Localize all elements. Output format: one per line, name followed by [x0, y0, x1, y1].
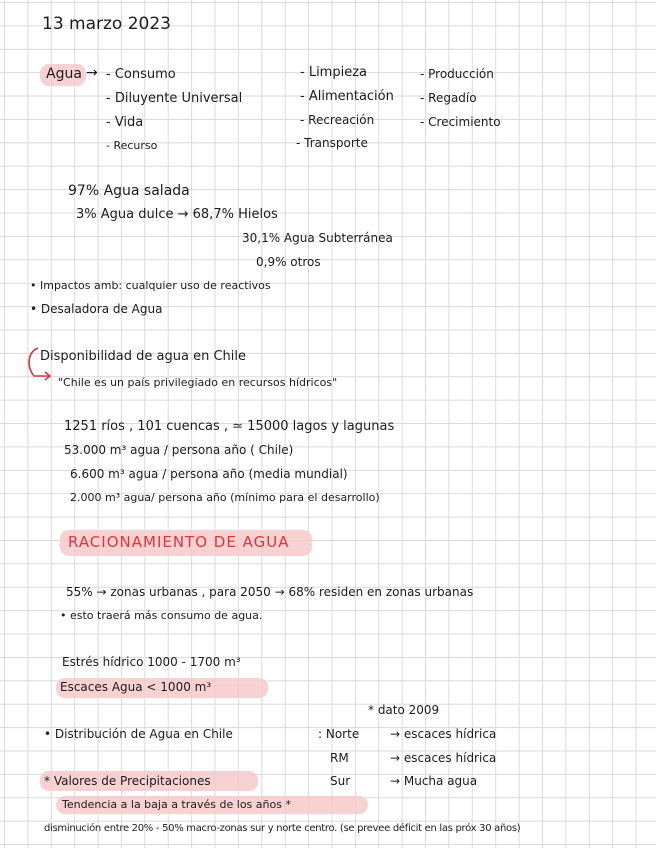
- agua-label: Agua: [46, 66, 82, 82]
- disponibilidad-line: 6.600 m³ agua / persona año (media mundial): [70, 467, 348, 481]
- agua-col3-item: - Producción: [420, 67, 494, 81]
- composition-subterranea: 30,1% Agua Subterránea: [242, 231, 393, 245]
- agua-col1-item: - Consumo: [106, 67, 176, 82]
- precipitaciones-disminucion: disminución entre 20% - 50% macro-zonas sur y norte centro. (se prevee déficit en las próx 30 años): [44, 823, 521, 834]
- precipitaciones-title: * Valores de Precipitaciones: [44, 774, 211, 788]
- region-value: → escaces hídrica: [390, 751, 497, 765]
- racionamiento-urban: 55% → zonas urbanas , para 2050 → 68% residen en zonas urbanas: [66, 585, 474, 599]
- agua-col1-item: - Recurso: [106, 139, 158, 152]
- racionamiento-estres: Estrés hídrico 1000 - 1700 m³: [62, 655, 241, 669]
- disponibilidad-line: 2.000 m³ agua/ persona año (mínimo para el desarrollo): [70, 491, 380, 504]
- composition-salada: 97% Agua salada: [68, 183, 190, 199]
- agua-col2-item: - Transporte: [296, 136, 368, 150]
- bullet-desaladora: • Desaladora de Agua: [30, 302, 163, 316]
- agua-col1-item: - Diluyente Universal: [106, 91, 243, 106]
- racionamiento-escaces: Escaces Agua < 1000 m³: [60, 680, 212, 694]
- region-value: → Mucha agua: [390, 774, 478, 788]
- agua-col3-item: - Regadío: [420, 91, 477, 105]
- agua-col2-item: - Limpieza: [300, 65, 367, 80]
- agua-arrow: →: [86, 65, 98, 81]
- region-name: RM: [330, 751, 349, 765]
- racionamiento-note: • esto traerá más consumo de agua.: [60, 609, 263, 622]
- region-value: → escaces hídrica: [390, 727, 497, 741]
- agua-col2-item: - Alimentación: [300, 89, 394, 104]
- region-name: Sur: [330, 774, 351, 788]
- note-date: 13 marzo 2023: [42, 14, 171, 34]
- curved-arrow-icon: [24, 346, 54, 382]
- disponibilidad-line: 53.000 m³ agua / persona año ( Chile): [64, 443, 294, 457]
- agua-col3-item: - Crecimiento: [420, 115, 501, 129]
- bullet-impactos: • Impactos amb: cualquier uso de reactivos: [30, 279, 271, 292]
- distribucion-dato: * dato 2009: [368, 703, 440, 717]
- racionamiento-title: RACIONAMIENTO DE AGUA: [68, 533, 290, 551]
- disponibilidad-line: 1251 ríos , 101 cuencas , ≃ 15000 lagos y lagunas: [64, 419, 395, 434]
- agua-col1-item: - Vida: [106, 115, 144, 130]
- precipitaciones-tendencia: Tendencia a la baja a través de los años *: [62, 798, 291, 811]
- region-name: : Norte: [318, 727, 360, 741]
- composition-otros: 0,9% otros: [256, 255, 321, 269]
- composition-dulce: 3% Agua dulce → 68,7% Hielos: [76, 207, 278, 222]
- disponibilidad-quote: "Chile es un país privilegiado en recursos hídricos": [58, 376, 338, 389]
- distribucion-label: • Distribución de Agua en Chile: [44, 727, 233, 741]
- agua-col2-item: - Recreación: [300, 113, 375, 127]
- disponibilidad-title: Disponibilidad de agua en Chile: [40, 349, 246, 364]
